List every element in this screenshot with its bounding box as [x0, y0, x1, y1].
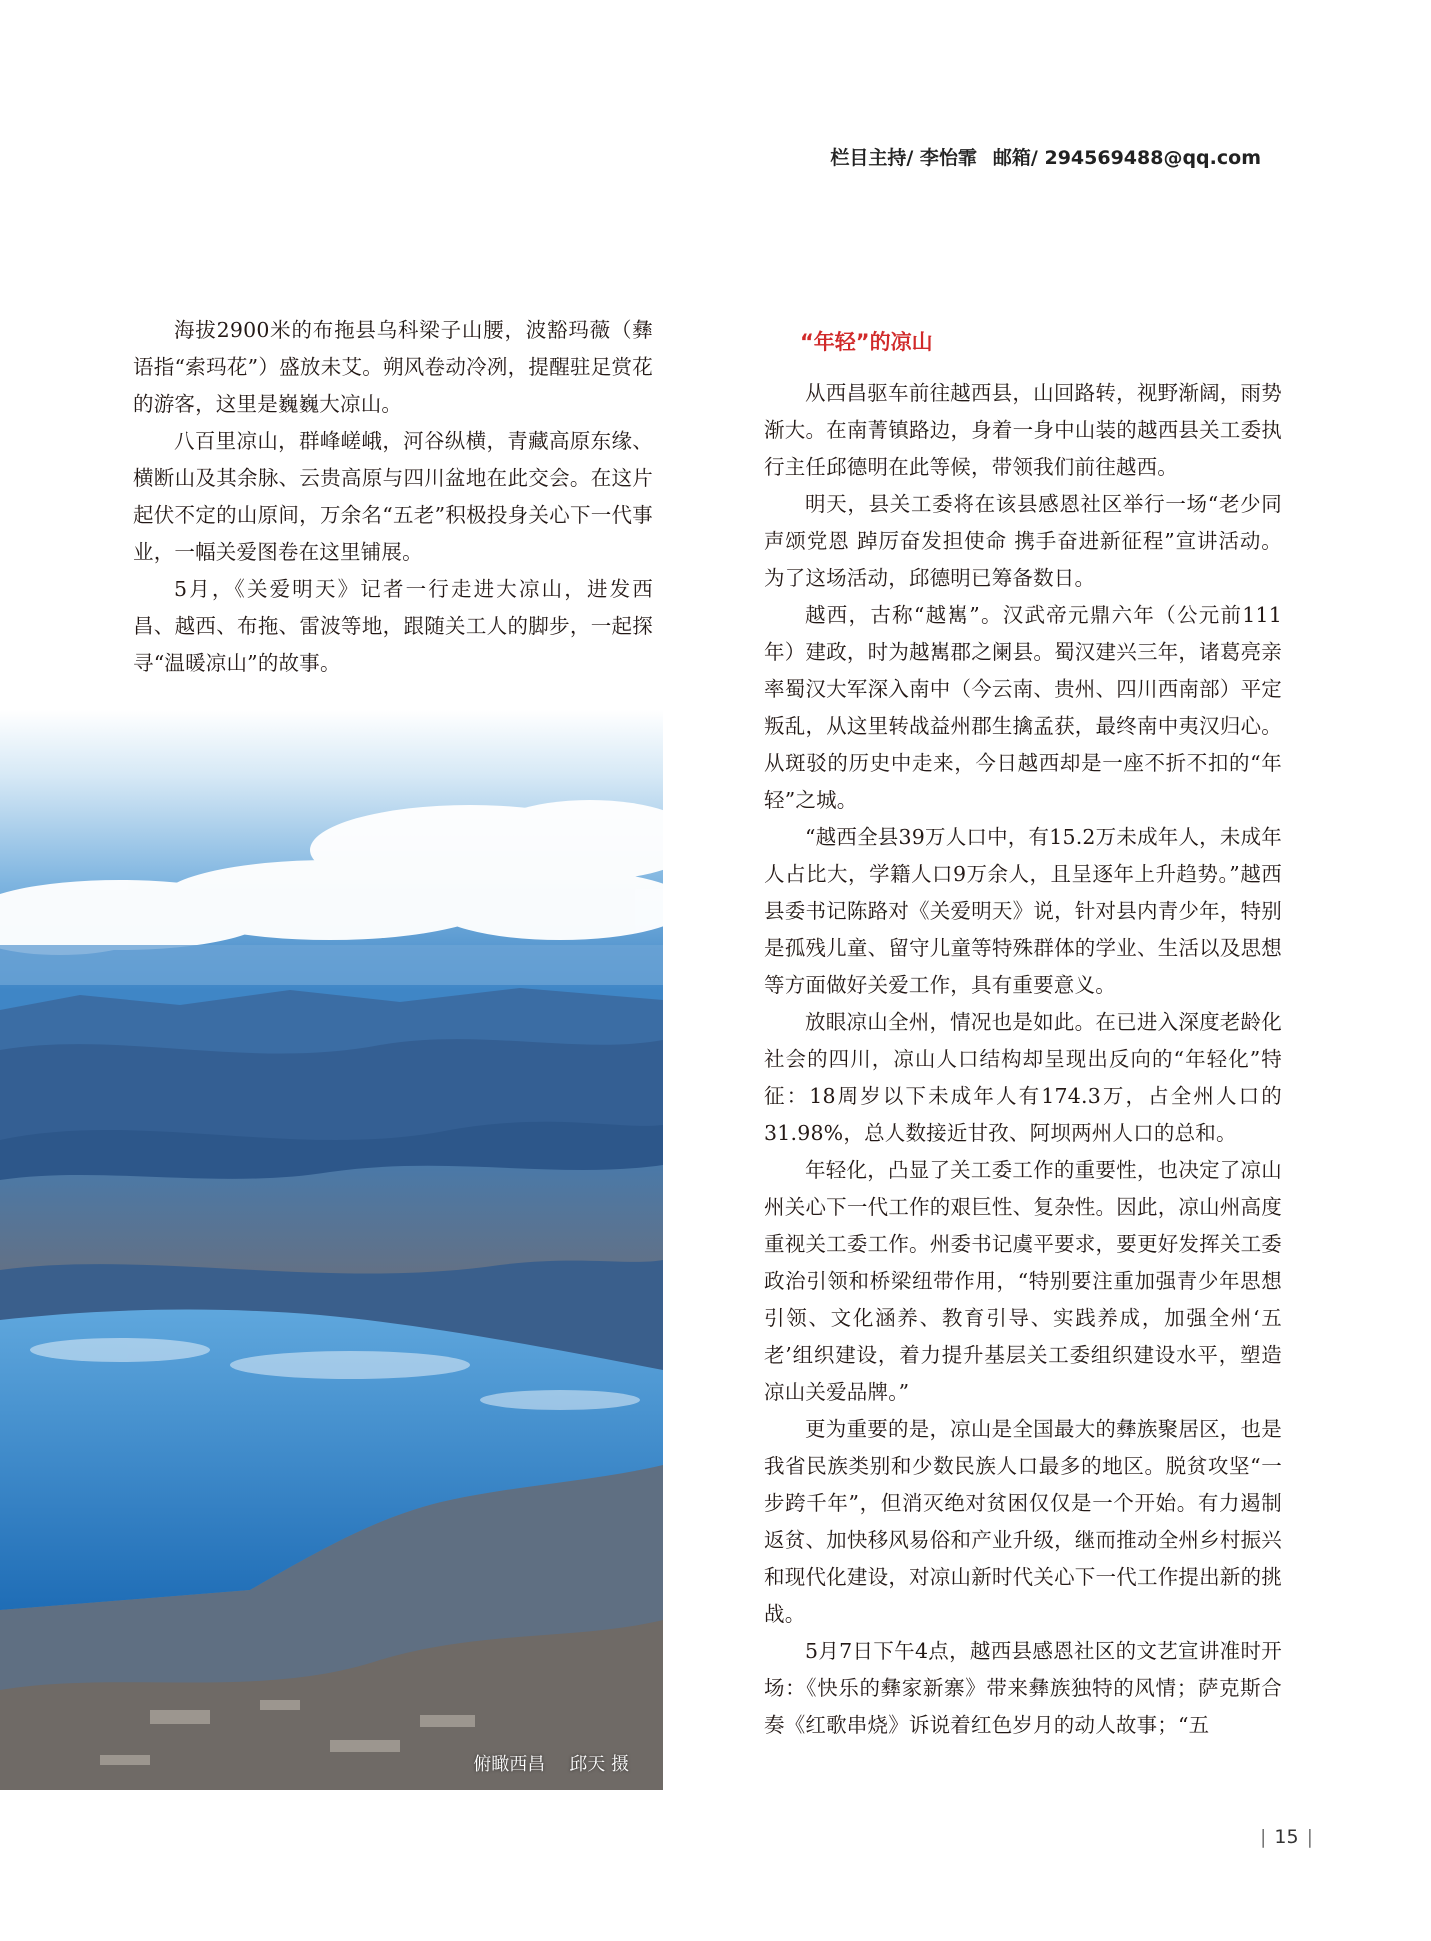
caption-credit: 邱天 摄 [569, 1754, 629, 1775]
intro-column [133, 312, 653, 682]
column-header [830, 143, 1261, 170]
body-paragraph: 放眼凉山全州，情况也是如此。在已进入深度老龄化社会的四川，凉山人口结构却呈现出反向的“年轻化”特征：18周岁以下未成年人有174.3万，占全州人口的31.98%，总人数接近甘孜、阿坝两州人口的总和。 [764, 1010, 1282, 1145]
main-column [764, 327, 1282, 1744]
intro-paragraph: 八百里凉山，群峰嵯峨，河谷纵横，青藏高原东缘、横断山及其余脉、云贵高原与四川盆地在此交会。在这片起伏不定的山原间，万余名“五老”积极投身关心下一代事业，一幅关爱图卷在这里铺展。 [133, 429, 653, 564]
body-paragraph: 明天，县关工委将在该县感恩社区举行一场“老少同声颂党恩 踔厉奋发担使命 携手奋进新征程”宣讲活动。为了这场活动，邱德明已筹备数日。 [764, 492, 1282, 590]
photo-caption [473, 1750, 629, 1776]
column-editor: 栏目主持/ 李怡霏 [830, 147, 977, 169]
body-paragraph: 年轻化，凸显了关工委工作的重要性，也决定了凉山州关心下一代工作的艰巨性、复杂性。因此，凉山州高度重视关工委工作。州委书记虞平要求，要更好发挥关工委政治引领和桥梁纽带作用，“特别要注重加强青少年思想引领、文化涵养、教育引导、实践养成，加强全州‘五老’组织建设，着力提升基层关工委组织建设水平，塑造凉山关爱品牌。” [764, 1158, 1282, 1404]
page-number-value: 15 [1274, 1826, 1299, 1848]
body-paragraph: 越西，古称“越嶲”。汉武帝元鼎六年（公元前111年）建政，时为越嶲郡之阑县。蜀汉建兴三年，诸葛亮亲率蜀汉大军深入南中（今云南、贵州、四川西南部）平定叛乱，从这里转战益州郡生擒孟获，最终南中夷汉归心。从斑驳的历史中走来，今日越西却是一座不折不扣的“年轻”之城。 [764, 603, 1282, 812]
body-paragraph: 更为重要的是，凉山是全国最大的彝族聚居区，也是我省民族类别和少数民族人口最多的地区。脱贫攻坚“一步跨千年”，但消灭绝对贫困仅仅是一个开始。有力遏制返贫、加快移风易俗和产业升级，继而推动全州乡村振兴和现代化建设，对凉山新时代关心下一代工作提出新的挑战。 [764, 1417, 1282, 1626]
body-paragraph: 5月7日下午4点，越西县感恩社区的文艺宣讲准时开场：《快乐的彝家新寨》带来彝族独特的风情；萨克斯合奏《红歌串烧》诉说着红色岁月的动人故事；“五 [764, 1639, 1282, 1737]
column-email: 邮箱/ 294569488@qq.com [992, 147, 1261, 169]
aerial-landscape-illustration [0, 710, 663, 1790]
page-number: | 15 | [1260, 1826, 1313, 1848]
body-paragraph: “越西全县39万人口中，有15.2万未成年人，未成年人占比大，学籍人口9万余人，且呈逐年上升趋势。”越西县委书记陈路对《关爱明天》说，针对县内青少年，特别是孤残儿童、留守儿童等特殊群体的学业、生活以及思想等方面做好关爱工作，具有重要意义。 [764, 825, 1282, 997]
body-paragraph: 从西昌驱车前往越西县，山回路转，视野渐阔，雨势渐大。在南菁镇路边，身着一身中山装的越西县关工委执行主任邱德明在此等候，带领我们前往越西。 [764, 381, 1282, 479]
aerial-photo-xichang [0, 710, 663, 1790]
caption-title: 俯瞰西昌 [473, 1754, 546, 1775]
intro-paragraph: 海拔2900米的布拖县乌科梁子山腰，波豁玛薇（彝语指“索玛花”）盛放未艾。朔风卷动冷冽，提醒驻足赏花的游客，这里是巍巍大凉山。 [133, 318, 653, 416]
intro-paragraph: 5月，《关爱明天》记者一行走进大凉山，进发西昌、越西、布拖、雷波等地，跟随关工人的脚步，一起探寻“温暖凉山”的故事。 [133, 577, 653, 675]
section-title: “年轻”的凉山 [800, 330, 933, 354]
